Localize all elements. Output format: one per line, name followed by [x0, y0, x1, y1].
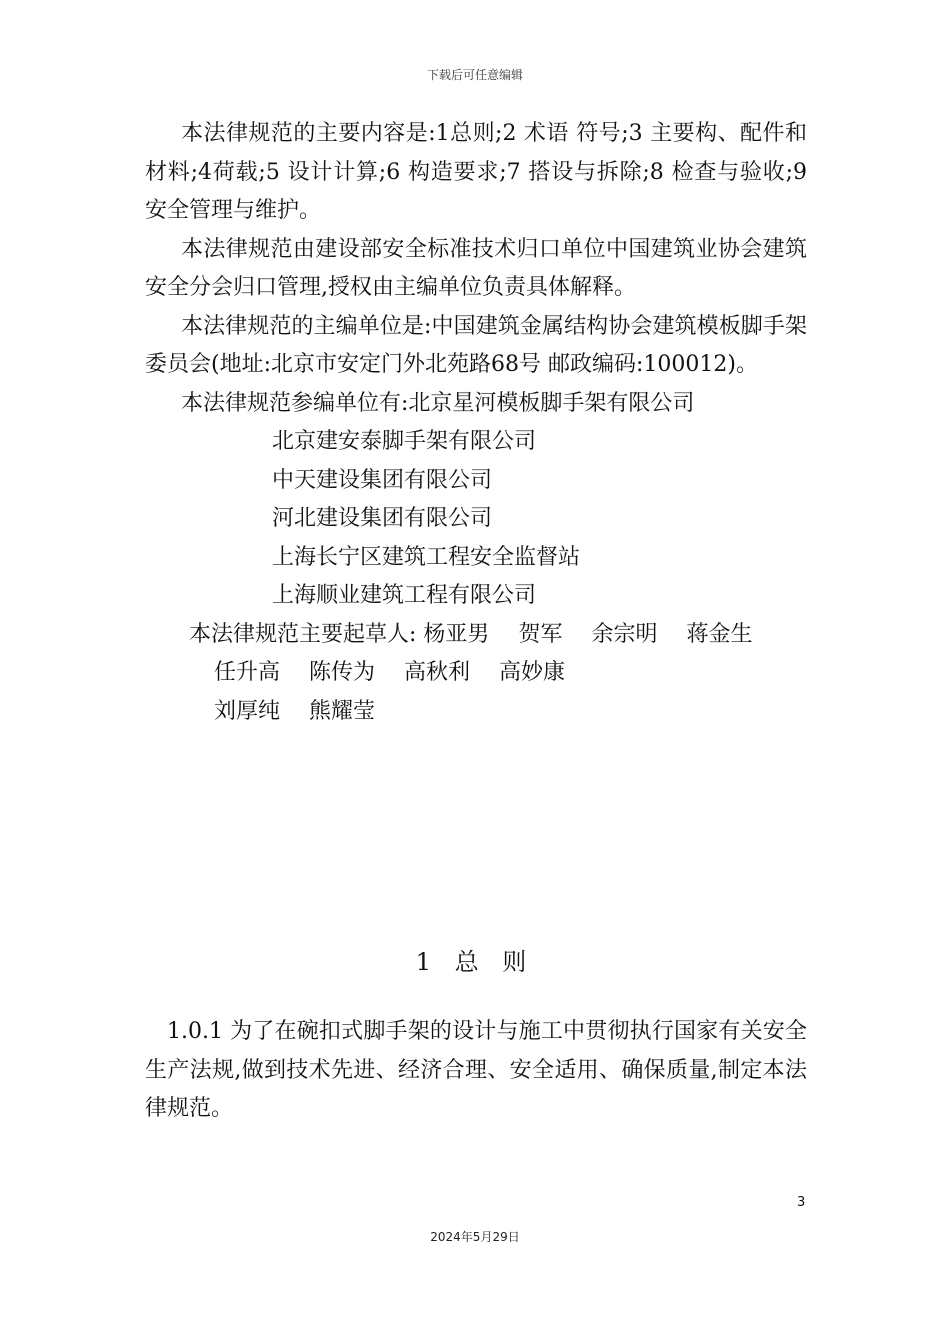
- drafter-name: 高秋利: [404, 660, 471, 685]
- clause-1-0-1: [145, 1013, 807, 1129]
- participant-unit: 北京建安泰脚手架有限公司: [272, 429, 537, 454]
- participant-unit: 河北建设集团有限公司: [272, 506, 493, 531]
- participants-lead: 本法律规范参编单位有:北京星河模板脚手架有限公司: [181, 390, 695, 416]
- participant-unit: 上海长宁区建筑工程安全监督站: [272, 544, 581, 570]
- drafters-line-3: [189, 693, 807, 732]
- drafter-name: 任升高: [214, 660, 281, 685]
- page-number: 3: [797, 1195, 806, 1210]
- drafters-line-2: [189, 654, 807, 693]
- footer-date: 2024年5月29日: [430, 1230, 520, 1244]
- page-header: 下载后可任意编辑: [426, 68, 523, 82]
- front-matter: [145, 115, 807, 731]
- drafter-name: 陈传为: [309, 660, 376, 685]
- drafter-name: 蒋金生: [686, 621, 753, 647]
- paragraph-chief-editor: 本法律规范的主编单位是:中国建筑金属结构协会建筑模板脚手架委员会(地址:北京市安定门外北苑路68号 邮政编码:100012)。: [145, 313, 807, 377]
- drafter-name: 余宗明: [591, 621, 658, 647]
- paragraph-management: 本法律规范由建设部安全标准技术归口单位中国建筑业协会建筑安全分会归口管理,授权由主编单位负责具体解释。: [145, 236, 807, 300]
- drafter-name: 刘厚纯: [214, 698, 281, 724]
- drafter-name: 熊耀莹: [309, 698, 376, 724]
- clause-text: 1.0.1 为了在碗扣式脚手架的设计与施工中贯彻执行国家有关安全生产法规,做到技术先进、经济合理、安全适用、确保质量,制定本法律规范。: [145, 1019, 807, 1121]
- drafters-block: [145, 616, 807, 732]
- participant-unit: 中天建设集团有限公司: [272, 467, 493, 493]
- chapter-title: 1 总 则: [415, 948, 535, 976]
- drafters-line-1: [189, 616, 807, 655]
- participant-unit: 上海顺业建筑工程有限公司: [272, 583, 537, 608]
- participant-unit-list: [145, 423, 807, 616]
- drafter-name: 杨亚男: [423, 621, 490, 647]
- drafter-name: 贺军: [518, 621, 563, 647]
- drafter-name: 高妙康: [499, 660, 566, 685]
- drafters-lead: 本法律规范主要起草人:: [189, 621, 417, 647]
- paragraph-contents: 本法律规范的主要内容是:1总则;2 术语 符号;3 主要构、配件和材料;4荷载;5 设计计算;6 构造要求;7 搭设与拆除;8 检查与验收;9安全管理与维护。: [145, 121, 807, 223]
